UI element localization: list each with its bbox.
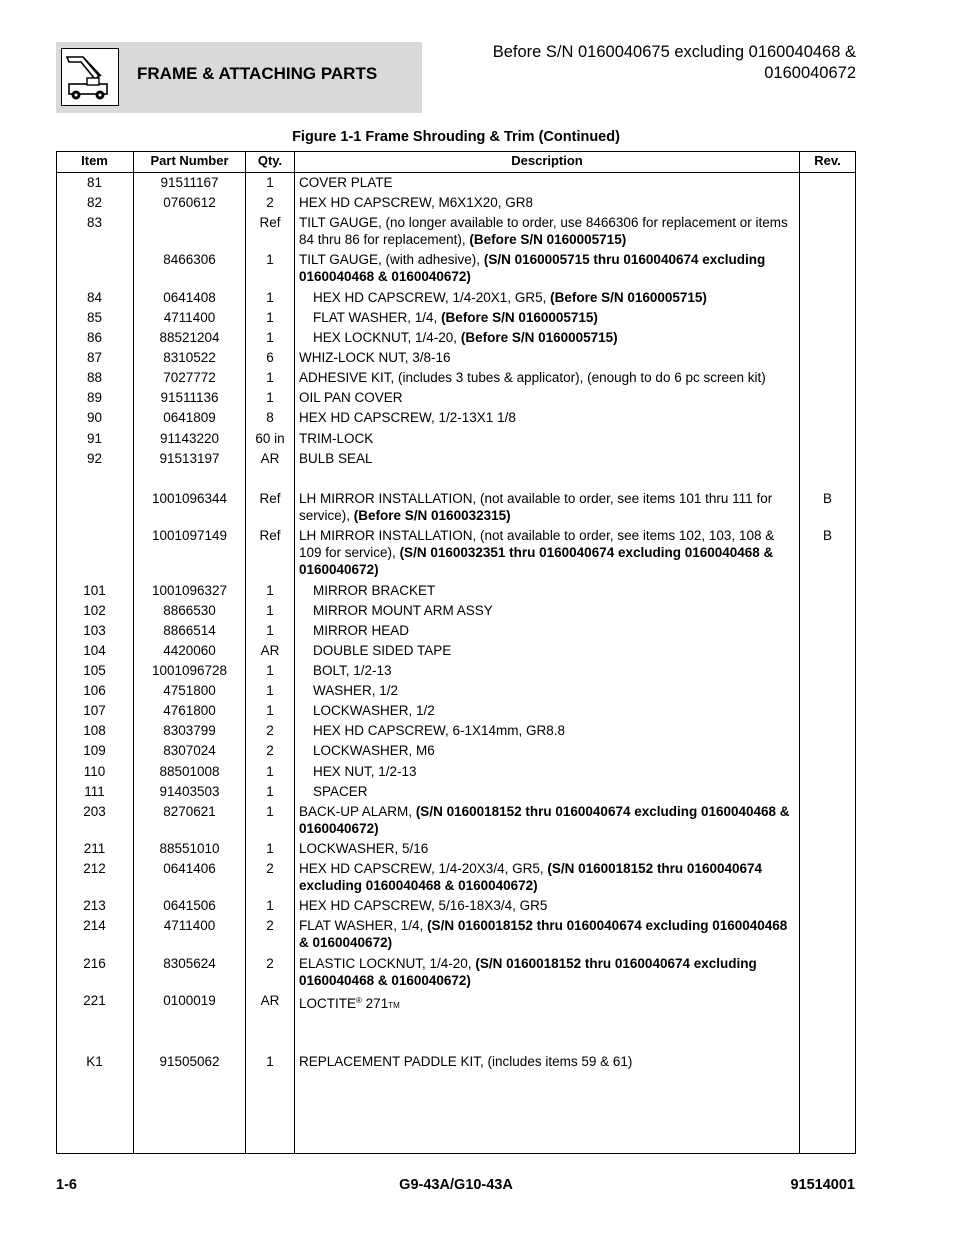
description [299, 389, 795, 406]
quantity: 2 [266, 195, 274, 210]
quantity: 8 [266, 410, 274, 425]
description-text: COVER PLATE [299, 175, 393, 190]
description [313, 763, 795, 780]
description [299, 803, 795, 837]
description-text: WASHER, 1/2 [313, 683, 399, 698]
item-number: 211 [83, 841, 106, 856]
item-number: 81 [86, 175, 103, 190]
quantity: 1 [266, 804, 274, 819]
applicability-line-1: Before S/N 0160040675 excluding 0160040468 & [492, 43, 856, 61]
header-divider [56, 172, 856, 173]
item-number: 86 [86, 330, 103, 345]
quantity: 2 [266, 723, 274, 738]
col-divider [799, 151, 800, 1153]
part-number: 1001097149 [151, 528, 228, 543]
item-number: 109 [83, 743, 106, 758]
description-text: WHIZ-LOCK NUT, 3/8-16 [299, 350, 451, 365]
serial-applicability: (S/N 0160018152 thru 0160040674 excluding 0160040468 & 0160040672) [299, 861, 763, 893]
item-number: 106 [83, 683, 106, 698]
part-number: 0641406 [163, 861, 216, 876]
applicability-line-2: 0160040672 [764, 64, 856, 82]
col-header-item: Item [81, 153, 108, 168]
col-header-description: Description [511, 153, 583, 168]
part-number: 91513197 [159, 451, 220, 466]
description [299, 840, 795, 857]
description [299, 251, 795, 285]
registered-mark: ® [356, 996, 362, 1005]
item-number: 102 [83, 603, 106, 618]
description-text: HEX HD CAPSCREW, M6X1X20, GR8 [299, 195, 534, 210]
description [299, 194, 795, 211]
item-number: 111 [84, 784, 105, 799]
quantity: 1 [266, 1054, 274, 1069]
item-number: 212 [83, 861, 106, 876]
description-text: BOLT, 1/2-13 [313, 663, 392, 678]
description [313, 662, 795, 679]
part-number: 4711400 [163, 310, 216, 325]
item-number: 221 [83, 993, 106, 1008]
item-number: 87 [86, 350, 103, 365]
item-number: K1 [86, 1054, 103, 1069]
serial-applicability: (S/N 0160005715 thru 0160040674 excluding 0160040468 & 0160040672) [299, 252, 766, 284]
description [313, 682, 795, 699]
col-header-qty: Qty. [257, 153, 283, 168]
document-number: 91514001 [790, 1177, 855, 1193]
item-number: 82 [86, 195, 103, 210]
item-number: 104 [83, 643, 106, 658]
quantity: 1 [266, 310, 274, 325]
part-number: 4751800 [163, 683, 216, 698]
description-text: HEX HD CAPSCREW, 1/4-20X1, GR5, [313, 290, 547, 305]
description [313, 602, 795, 619]
item-number: 105 [83, 663, 106, 678]
description [313, 622, 795, 639]
quantity: AR [260, 643, 280, 658]
quantity: AR [260, 993, 280, 1008]
description-text: LOCKWASHER, M6 [313, 743, 435, 758]
part-number: 0641408 [163, 290, 216, 305]
description-text: HEX HD CAPSCREW, 5/16-18X3/4, GR5 [299, 898, 548, 913]
quantity: 1 [266, 623, 274, 638]
description [299, 450, 795, 467]
item-number: 88 [86, 370, 103, 385]
description-text: TILT GAUGE, (with adhesive), [299, 252, 481, 267]
serial-applicability: (Before S/N 0160032315) [353, 508, 511, 523]
description-text: BULB SEAL [299, 451, 373, 466]
description-text: LOCTITE [299, 996, 357, 1011]
figure-title: Figure 1-1 Frame Shrouding & Trim (Continued) [292, 129, 620, 145]
applicability-note [493, 42, 856, 84]
quantity: 1 [266, 330, 274, 345]
part-number: 4761800 [163, 703, 216, 718]
description-text: TRIM-LOCK [299, 431, 374, 446]
quantity: 2 [266, 743, 274, 758]
description [299, 349, 795, 366]
description [299, 214, 795, 248]
serial-applicability: (Before S/N 0160005715) [550, 290, 707, 305]
description-text: FLAT WASHER, 1/4, [313, 310, 438, 325]
item-number: 107 [83, 703, 106, 718]
serial-applicability: (Before S/N 0160005715) [460, 330, 618, 345]
quantity: 1 [266, 683, 274, 698]
item-number: 110 [83, 764, 106, 779]
quantity: 2 [266, 956, 274, 971]
part-number: 91143220 [159, 431, 220, 446]
quantity: 1 [266, 175, 274, 190]
quantity: Ref [259, 528, 281, 543]
quantity: 1 [266, 603, 274, 618]
quantity: AR [260, 451, 280, 466]
part-number: 88501008 [159, 764, 220, 779]
description-text: MIRROR HEAD [313, 623, 410, 638]
item-number: 101 [83, 583, 106, 598]
serial-applicability: (Before S/N 0160005715) [441, 310, 598, 325]
quantity: 6 [266, 350, 274, 365]
description-text: HEX HD CAPSCREW, 1/2-13X1 1/8 [299, 410, 516, 425]
quantity: 1 [266, 784, 274, 799]
item-number: 85 [86, 310, 103, 325]
revision: B [822, 491, 832, 506]
part-number: 91403503 [159, 784, 220, 799]
part-number: 8866514 [163, 623, 216, 638]
part-number: 91511167 [160, 175, 219, 190]
part-number: 88521204 [159, 330, 220, 345]
item-number: 90 [86, 410, 103, 425]
description-text: FLAT WASHER, 1/4, [299, 918, 424, 933]
description [313, 783, 795, 800]
part-number: 7027772 [163, 370, 216, 385]
description [313, 289, 795, 306]
part-number: 8866530 [163, 603, 216, 618]
part-number: 8310522 [163, 350, 216, 365]
item-number: 91 [86, 431, 103, 446]
description [299, 409, 795, 426]
description-text: LOCKWASHER, 5/16 [299, 841, 429, 856]
part-number: 91511136 [160, 390, 219, 405]
serial-applicability: (S/N 0160032351 thru 0160040674 excluding 0160040468 & 0160040672) [299, 545, 774, 577]
description-text: HEX HD CAPSCREW, 1/4-20X3/4, GR5, [299, 861, 544, 876]
description-text: TILT GAUGE, (no longer available to order, use 8466306 for replacement or items 84 thru 86 for replacement), [299, 215, 788, 247]
part-number: 0760612 [163, 195, 216, 210]
part-number: 0100019 [163, 993, 216, 1008]
description-text: LOCKWASHER, 1/2 [313, 703, 435, 718]
item-number: 203 [83, 804, 106, 819]
quantity: Ref [259, 491, 281, 506]
part-number: 88551010 [159, 841, 220, 856]
serial-applicability: (Before S/N 0160005715) [469, 232, 627, 247]
quantity: 1 [266, 898, 274, 913]
part-number: 8303799 [163, 723, 216, 738]
description [313, 582, 795, 599]
description [299, 897, 795, 914]
description-text: SPACER [313, 784, 368, 799]
description-text: OIL PAN COVER [299, 390, 403, 405]
description [299, 527, 795, 578]
quantity: Ref [259, 215, 281, 230]
quantity: 1 [266, 583, 274, 598]
col-header-rev: Rev. [814, 153, 841, 168]
model-number: G9-43A/G10-43A [399, 1177, 513, 1193]
description-text: LH MIRROR INSTALLATION, (not available to order, see items 101 thru 111 for service), [299, 491, 773, 523]
description-text: MIRROR BRACKET [313, 583, 436, 598]
part-number: 8466306 [163, 252, 216, 267]
description [313, 309, 795, 326]
part-number: 1001096344 [151, 491, 228, 506]
description [299, 860, 795, 894]
trademark-mark: TM [388, 1001, 400, 1010]
part-number: 0641506 [163, 898, 216, 913]
description [299, 955, 795, 989]
description [299, 917, 795, 951]
description [299, 174, 795, 191]
quantity: 2 [266, 918, 274, 933]
description [313, 642, 795, 659]
quantity: 1 [266, 290, 274, 305]
page-number: 1-6 [56, 1177, 77, 1193]
item-number: 213 [83, 898, 106, 913]
description [313, 329, 795, 346]
description-text-continued: 271 [361, 996, 389, 1011]
item-number: 103 [83, 623, 106, 638]
description-text: ELASTIC LOCKNUT, 1/4-20, [299, 956, 472, 971]
part-number: 8305624 [163, 956, 216, 971]
item-number: 84 [86, 290, 103, 305]
quantity: 60 in [255, 431, 285, 446]
quantity: 1 [266, 370, 274, 385]
serial-applicability: (S/N 0160018152 thru 0160040674 excluding 0160040468 & 0160040672) [299, 918, 788, 950]
description [299, 369, 795, 386]
item-number: 92 [86, 451, 103, 466]
description-text: DOUBLE SIDED TAPE [313, 643, 452, 658]
description-text: MIRROR MOUNT ARM ASSY [313, 603, 493, 618]
serial-applicability: (S/N 0160018152 thru 0160040674 excluding 0160040468 & 0160040672) [299, 956, 757, 988]
revision: B [822, 528, 832, 543]
item-number: 89 [86, 390, 103, 405]
quantity: 1 [266, 663, 274, 678]
description [299, 992, 795, 1014]
description [299, 430, 795, 447]
part-number: 1001096728 [151, 663, 228, 678]
telehandler-logo [61, 48, 119, 106]
serial-applicability: (S/N 0160018152 thru 0160040674 excluding 0160040468 & 0160040672) [299, 804, 790, 836]
description-text: BACK-UP ALARM, [299, 804, 413, 819]
col-divider [294, 151, 295, 1153]
quantity: 1 [266, 390, 274, 405]
part-number: 91505062 [159, 1054, 220, 1069]
item-number: 216 [83, 956, 106, 971]
part-number: 4711400 [163, 918, 216, 933]
part-number: 8307024 [163, 743, 216, 758]
part-number: 4420060 [163, 643, 216, 658]
quantity: 1 [266, 841, 274, 856]
quantity: 1 [266, 252, 274, 267]
quantity: 2 [266, 861, 274, 876]
description [299, 490, 795, 524]
part-number: 0641809 [163, 410, 216, 425]
part-number: 1001096327 [151, 583, 228, 598]
item-number: 108 [83, 723, 106, 738]
part-number: 8270621 [163, 804, 216, 819]
description [313, 742, 795, 759]
description-text: HEX HD CAPSCREW, 6-1X14mm, GR8.8 [313, 723, 566, 738]
quantity: 1 [266, 703, 274, 718]
description-text: REPLACEMENT PADDLE KIT, (includes items 59 & 61) [299, 1054, 633, 1069]
quantity: 1 [266, 764, 274, 779]
item-number: 83 [86, 215, 103, 230]
description [299, 1053, 795, 1070]
description-text: ADHESIVE KIT, (includes 3 tubes & applicator), (enough to do 6 pc screen kit) [299, 370, 766, 385]
item-number: 214 [83, 918, 106, 933]
description-text: LH MIRROR INSTALLATION, (not available to order, see items 102, 103, 108 & 109 for service), [299, 528, 775, 560]
description [313, 702, 795, 719]
description-text: HEX LOCKNUT, 1/4-20, [313, 330, 458, 345]
description [313, 722, 795, 739]
description-text: HEX NUT, 1/2-13 [313, 764, 417, 779]
col-header-part-number: Part Number [150, 153, 229, 168]
section-title: FRAME & ATTACHING PARTS [137, 64, 378, 83]
